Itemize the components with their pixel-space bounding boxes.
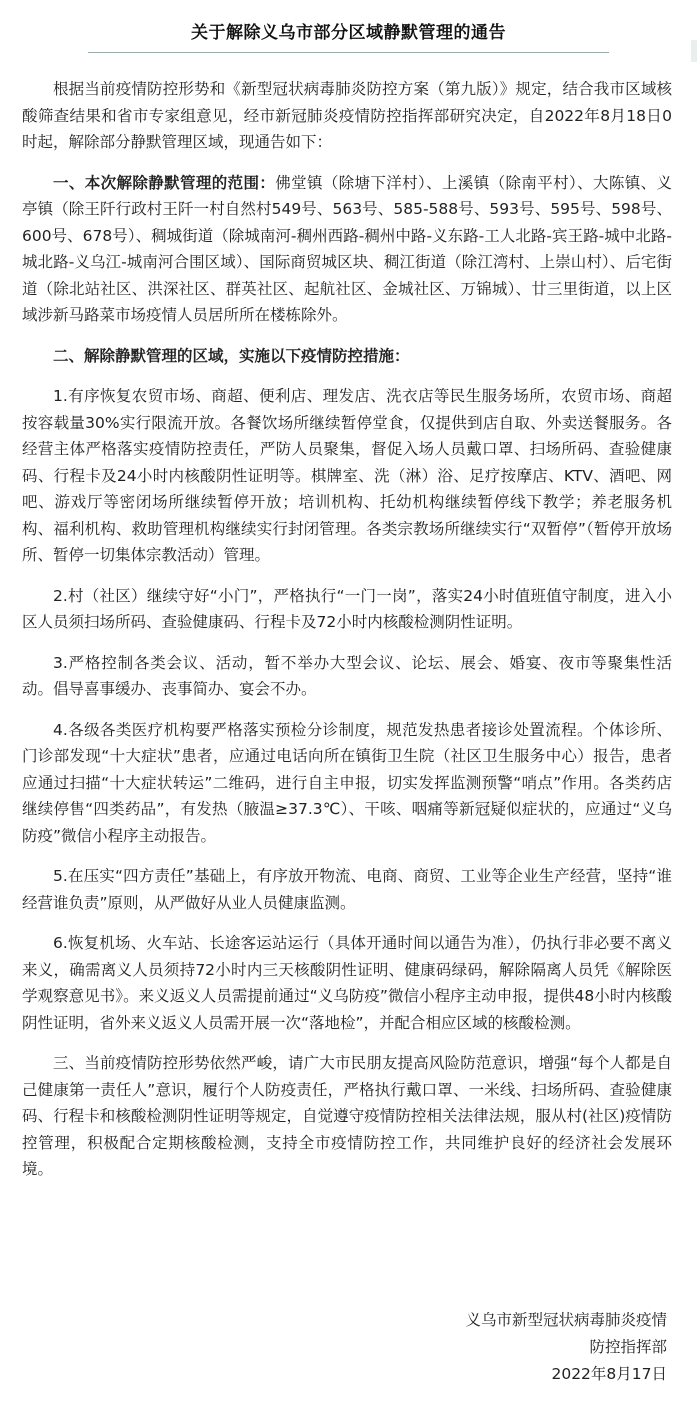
signature-issuer-line1: 义乌市新型冠状病毒肺炎疫情 xyxy=(465,1311,667,1329)
paragraph-text: 2.村（社区）继续守好“小门”，严格执行“一门一岗”，落实24小时值班值守制度，进入小区人员须扫场所码、查验健康码、行程卡及72小时内核酸检测阴性证明。 xyxy=(22,586,672,631)
paragraph-measure-4 xyxy=(22,717,672,850)
paragraph-measure-5 xyxy=(22,863,672,916)
paragraph-measure-2 xyxy=(22,583,672,636)
paragraph-measure-3 xyxy=(22,650,672,703)
title-divider xyxy=(88,52,609,53)
section-heading-scope: 一、本次解除静默管理的范围： xyxy=(53,173,276,192)
section-heading-measures: 二、解除静默管理的区域，实施以下疫情防控措施： xyxy=(53,346,410,365)
paragraph-text: 6.恢复机场、火车站、长途客运站运行（具体开通时间以通告为准），仍执行非必要不离义来义，确需离义人员须持72小时内三天核酸阴性证明、健康码绿码，解除隔离人员凭《解除医学观察意见书》。来义返义人员需提前通过“义乌防疫”微信小程序主动申报，提供48小时内核酸阴性证明，省外来义返义人员需开展一次“落地检”，并配合相应区域的核酸检测。 xyxy=(22,934,672,1032)
notice-title: 关于解除义乌市部分区域静默管理的通告 xyxy=(191,23,506,43)
paragraph-text: 1.有序恢复农贸市场、商超、便利店、理发店、洗衣店等民生服务场所，农贸市场、商超按容载量30%实行限流开放。各餐饮场所继续暂停堂食，仅提供到店自取、外卖送餐服务。各经营主体严格落实疫情防控责任，严防人员聚集，督促入场人员戴口罩、扫场所码、查验健康码、行程卡及24小时内核酸阴性证明等。棋牌室、洗（淋）浴、足疗按摩店、KTV、酒吧、网吧、游戏厅等密闭场所继续暂停开放；培训机构、托幼机构继续暂停线下教学；养老服务机构、福利机构、救助管理机构继续实行封闭管理。各类宗教场所继续实行“双暂停”（暂停开放场所、暂停一切集体宗教活动）管理。 xyxy=(22,387,672,564)
paragraph-conclusion xyxy=(22,1050,672,1183)
paragraph-text: 佛堂镇（除塘下洋村）、上溪镇（除南平村）、大陈镇、义亭镇（除王阡行政村王阡一村自然村549号、563号、585-588号、593号、595号、598号、600号、678号）、稠城街道（除城南河-稠州西路-稠州中路-义东路-工人北路-宾王路-城中北路-城北路-义乌江-城南河合围区域）、国际商贸城区块、稠江街道（除江湾村、上崇山村）、后宅街道（除北站社区、洪深社区、群英社区、起航社区、金城社区、万锦城）、廿三里街道，以上区域涉新马路菜市场疫情人员居所所在楼栋除外。 xyxy=(22,173,672,324)
paragraph-measure-6 xyxy=(22,930,672,1036)
paragraph-scope xyxy=(22,170,672,329)
paragraph-measure-1 xyxy=(22,383,672,569)
notice-body xyxy=(22,76,672,1197)
paragraph-text: 3.严格控制各类会议、活动，暂不举办大型会议、论坛、展会、婚宴、夜市等聚集性活动。倡导喜事缓办、丧事简办、宴会不办。 xyxy=(22,653,672,698)
signature-issuer-line2: 防控指挥部 xyxy=(589,1338,667,1356)
paragraph-text: 4.各级各类医疗机构要严格落实预检分诊制度，规范发热患者接诊处置流程。个体诊所、门诊部发现“十大症状”患者，应通过电话向所在镇街卫生院（社区卫生服务中心）报告，患者应通过扫描“十大症状转运”二维码，进行自主申报，切实发挥监测预警“哨点”作用。各类药店继续停售“四类药品”，有发热（腋温≥37.3℃）、干咳、咽痛等新冠疑似症状的，应通过“义乌防疫”微信小程序主动报告。 xyxy=(22,720,672,845)
signature-date: 2022年8月17日 xyxy=(551,1365,667,1383)
paragraph-measures-heading xyxy=(22,343,672,370)
paragraph-text: 三、当前疫情防控形势依然严峻，请广大市民朋友提高风险防范意识，增强“每个人都是自己健康第一责任人”意识，履行个人防疫责任，严格执行戴口罩、一米线、扫场所码、查验健康码、行程卡和核酸检测阴性证明等规定，自觉遵守疫情防控相关法律法规，服从村(社区)疫情防控管理，积极配合定期核酸检测，支持全市疫情防控工作，共同维护良好的经济社会发展环境。 xyxy=(22,1054,672,1178)
scroll-edge-marker xyxy=(691,40,697,62)
paragraph-intro xyxy=(22,76,672,156)
paragraph-text: 5.在压实“四方责任”基础上，有序放开物流、电商、商贸、工业等企业生产经营，坚持“谁经营谁负责”原则，从严做好从业人员健康监测。 xyxy=(22,867,672,912)
paragraph-text: 根据当前疫情防控形势和《新型冠状病毒肺炎防控方案（第九版）》规定，结合我市区域核酸筛查结果和省市专家组意见，经市新冠肺炎疫情防控指挥部研究决定，自2022年8月18日0时起，解除部分静默管理区域，现通告如下： xyxy=(22,80,672,151)
signature-block xyxy=(465,1307,667,1388)
